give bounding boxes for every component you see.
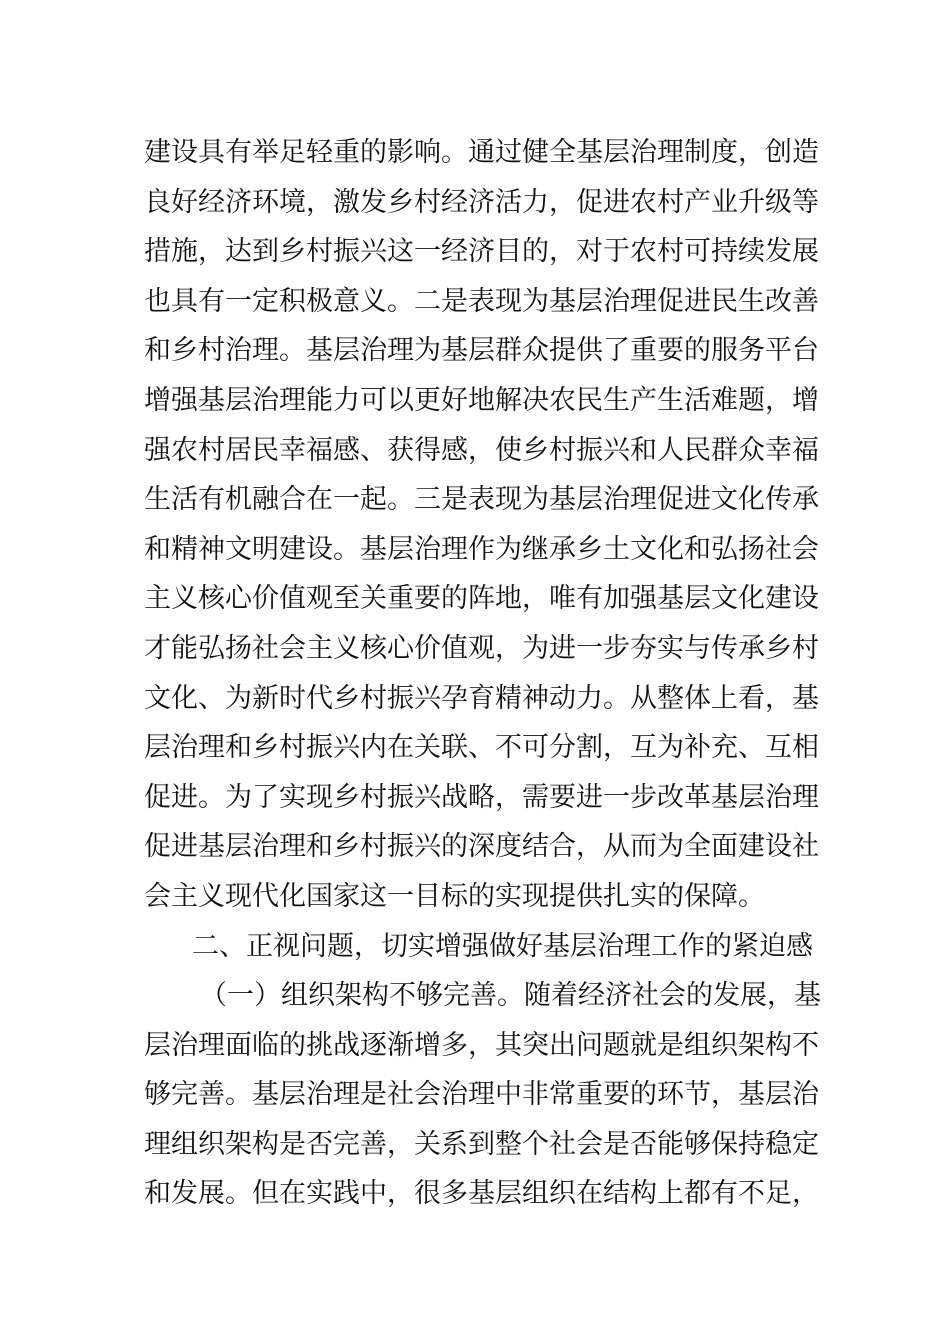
text-line: 文化、为新时代乡村振兴孕育精神动力。从整体上看，基 [144,682,819,714]
text-line: 强农村居民幸福感、获得感，使乡村振兴和人民群众幸福 [144,434,819,466]
text-line: 生活有机融合在一起。三是表现为基层治理促进文化传承 [144,484,819,516]
text-line: 层治理面临的挑战逐渐增多，其突出问题就是组织架构不 [144,1029,819,1061]
text-line: 增强基层治理能力可以更好地解决农民生产生活难题，增 [144,384,819,416]
text-line: 良好经济环境，激发乡村经济活力，促进农村产业升级等 [144,186,819,218]
text-line: 也具有一定积极意义。二是表现为基层治理促进民生改善 [144,285,819,317]
text-line: 理组织架构是否完善，关系到整个社会是否能够保持稳定 [144,1128,819,1160]
section-heading: 二、正视问题，切实增强做好基层治理工作的紧迫感 [192,930,813,962]
text-line: 促进。为了实现乡村振兴战略，需要进一步改革基层治理 [144,781,819,813]
text-line: 够完善。基层治理是社会治理中非常重要的环节，基层治 [144,1079,819,1111]
text-line: 建设具有举足轻重的影响。通过健全基层治理制度，创造 [144,137,819,168]
body-text [144,128,821,1219]
text-line: 和发展。但在实践中，很多基层组织在结构上都有不足， [144,1178,819,1210]
text-line: 措施，达到乡村振兴这一经济目的，对于农村可持续发展 [144,236,819,268]
text-line: 和乡村治理。基层治理为基层群众提供了重要的服务平台 [144,335,819,367]
text-line: 主义核心价值观至关重要的阵地，唯有加强基层文化建设 [144,583,819,615]
text-line: 促进基层治理和乡村振兴的深度结合，从而为全面建设社 [144,831,819,863]
text-line: 层治理和乡村振兴内在关联、不可分割，互为补充、互相 [144,732,819,764]
text-line: 会主义现代化国家这一目标的实现提供扎实的保障。 [144,880,765,912]
text-line: （一）组织架构不够完善。随着经济社会的发展，基 [200,980,821,1012]
text-line: 和精神文明建设。基层治理作为继承乡土文化和弘扬社会 [144,533,819,565]
text-line: 才能弘扬社会主义核心价值观，为进一步夯实与传承乡村 [144,632,819,664]
